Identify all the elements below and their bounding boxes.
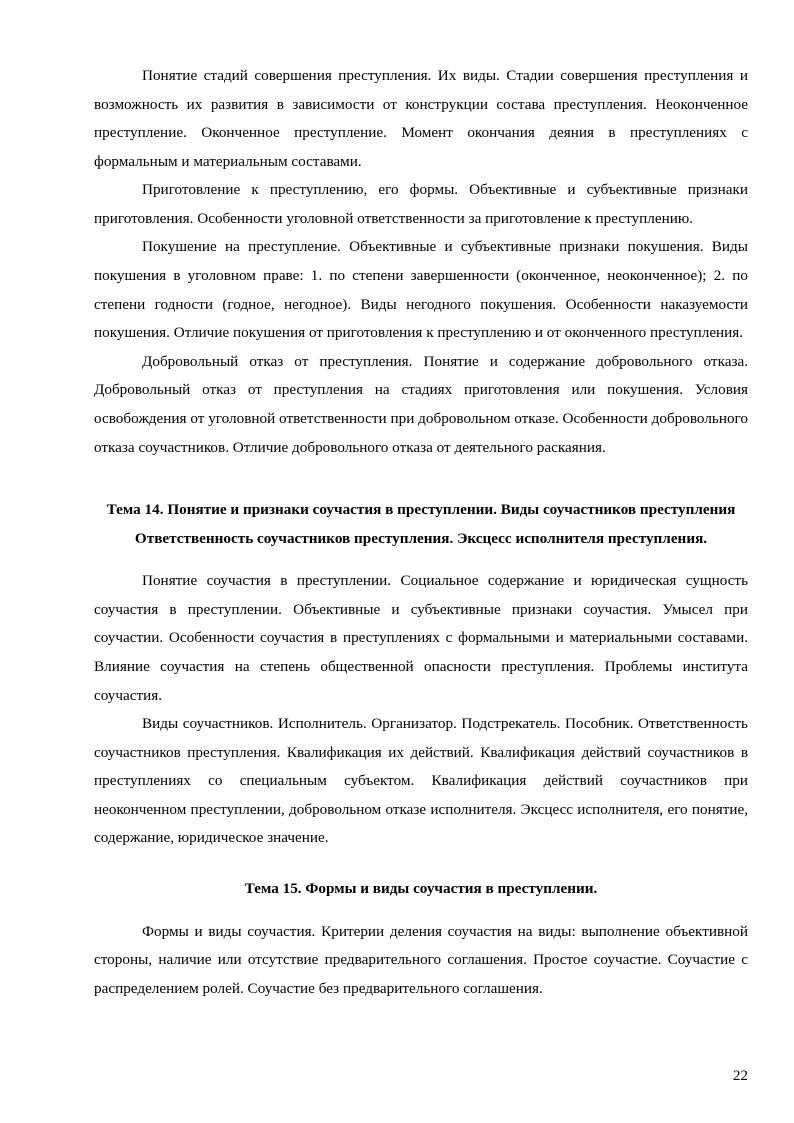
page-number: 22 — [732, 1066, 748, 1084]
paragraph-1: Понятие стадий совершения преступления. Их виды. Стадии совершения преступления и возможность их развития в зависимости от конструкции состава преступления. Неоконченное преступление. Оконченное преступление. Момент окончания деяния в преступлениях с формальным и материальным составами. — [94, 67, 748, 170]
section-spacer-1 — [94, 462, 748, 496]
heading-spacer-2 — [94, 904, 748, 918]
paragraph-6: Виды соучастников. Исполнитель. Организатор. Подстрекатель. Пособник. Ответственность соучастников преступления. Квалификация их действий. Квалификация действий соучастников в преступлениях со специальным субъектом. Квалификация действий соучастников при неоконченном преступлении, добровольном отказе исполнителя. Эксцесс исполнителя, его понятие, содержание, юридическое значение. — [94, 715, 748, 847]
paragraph-7: Формы и виды соучастия. Критерии деления соучастия на виды: выполнение объективной стороны, наличие или отсутствие предварительного соглашения. Простое соучастие. Соучастие с распределением ролей. Соучастие без предварительного соглашения. — [94, 922, 748, 997]
section-heading-tema-14: Тема 14. Понятие и признаки соучастия в преступлении. Виды соучастников преступления Ответственность соучастников преступления. Эксцесс исполнителя преступления. — [106, 501, 736, 547]
paragraph-4: Добровольный отказ от преступления. Понятие и содержание добровольного отказа. Добровольный отказ от преступления на стадиях приготовления или покушения. Условия освобождения от уголовной ответственности при добровольном отказе. Особенности добровольного отказа соучастников. Отличие добровольного отказа от деятельного раскаяния. — [94, 352, 748, 456]
paragraph-2: Приготовление к преступлению, его формы. Объективные и субъективные признаки приготовления. Особенности уголовной ответственности за приготовление к преступлению. — [94, 181, 748, 227]
section-heading-tema-15: Тема 15. Формы и виды соучастия в преступлении. — [244, 880, 598, 898]
paragraph-3: Покушение на преступление. Объективные и субъективные признаки покушения. Виды покушения в уголовном праве: 1. по степени завершенности (оконченное, неоконченное); 2. по степени годности (годное, негодное). Виды негодного покушения. Особенности наказуемости покушения. Отличие покушения от приготовления к преступлению и от оконченного преступления. — [94, 238, 748, 342]
paragraph-5: Понятие соучастия в преступлении. Социальное содержание и юридическая сущность соучастия в преступлении. Объективные и субъективные признаки соучастия. Умысел при соучастии. Особенности соучастия в преступлениях с формальными и материальными составами. Влияние соучастия на степень общественной опасности преступления. Проблемы института соучастия. — [94, 572, 748, 704]
section-spacer-2 — [94, 853, 748, 875]
heading-spacer-1 — [94, 553, 748, 567]
